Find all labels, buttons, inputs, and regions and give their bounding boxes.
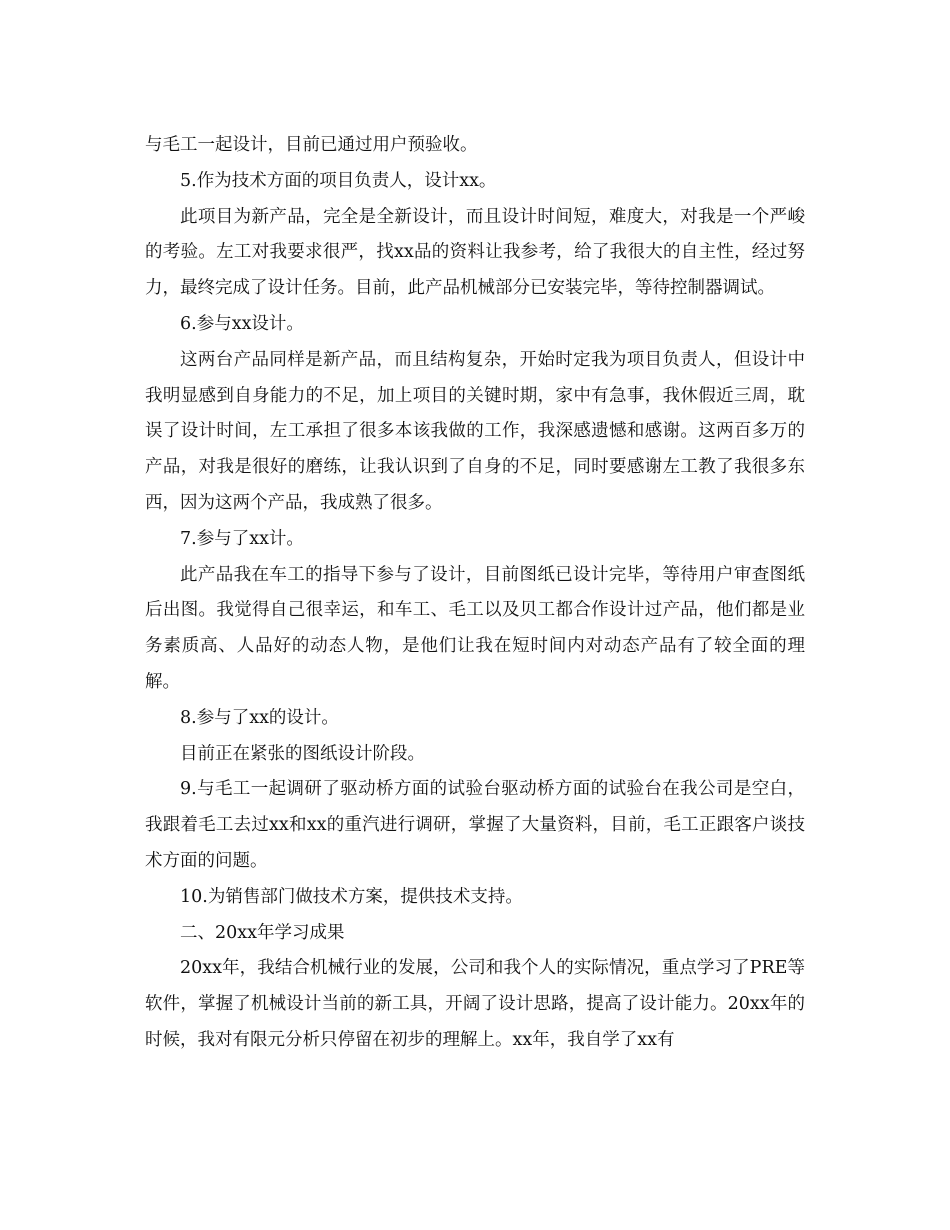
paragraph-13: 20xx年，我结合机械行业的发展，公司和我个人的实际情况，重点学习了PRE等软件，掌握了机械设计当前的新工具，开阔了设计思路，提高了设计能力。20xx年的时候，我对有限元分析只停留在初步的理解上。xx年，我自学了xx有 (145, 958, 805, 1050)
section-heading: 二、20xx年学习成果 (180, 922, 345, 943)
paragraph-6: 7.参与了xx计。 (180, 528, 304, 549)
paragraph-2: 5.作为技术方面的项目负责人，设计xx。 (180, 170, 497, 191)
paragraph-4: 6.参与xx设计。 (180, 313, 304, 334)
paragraph-11: 10.为销售部门做技术方案，提供技术支持。 (180, 886, 523, 907)
paragraph-10: 9.与毛工一起调研了驱动桥方面的试验台驱动桥方面的试验台在我公司是空白，我跟着毛工去过xx和xx的重汽进行调研，掌握了大量资料，目前，毛工正跟客户谈技术方面的问题。 (145, 779, 805, 871)
paragraph-7: 此产品我在车工的指导下参与了设计，目前图纸已设计完毕，等待用户审查图纸后出图。我觉得自己很幸运，和车工、毛工以及贝工都合作设计过产品，他们都是业务素质高、人品好的动态人物，是他们让我在短时间内对动态产品有了较全面的理解。 (145, 564, 805, 692)
paragraph-8: 8.参与了xx的设计。 (180, 707, 339, 728)
paragraph-9: 目前正在紧张的图纸设计阶段。 (180, 743, 425, 764)
document-body (145, 128, 805, 1059)
paragraph-5: 这两台产品同样是新产品，而且结构复杂，开始时定我为项目负责人，但设计中我明显感到自身能力的不足，加上项目的关键时期，家中有急事，我休假近三周，耽误了设计时间，左工承担了很多本该我做的工作，我深感遗憾和感谢。这两百多万的产品，对我是很好的磨练，让我认识到了自身的不足，同时要感谢左工教了我很多东西，因为这两个产品，我成熟了很多。 (145, 349, 805, 513)
paragraph-1: 与毛工一起设计，目前已通过用户预验收。 (145, 135, 478, 155)
paragraph-3: 此项目为新产品，完全是全新设计，而且设计时间短，难度大，对我是一个严峻的考验。左工对我要求很严，找xx品的资料让我参考，给了我很大的自主性，经过努力，最终完成了设计任务。目前，此产品机械部分已安装完毕，等待控制器调试。 (145, 206, 805, 299)
